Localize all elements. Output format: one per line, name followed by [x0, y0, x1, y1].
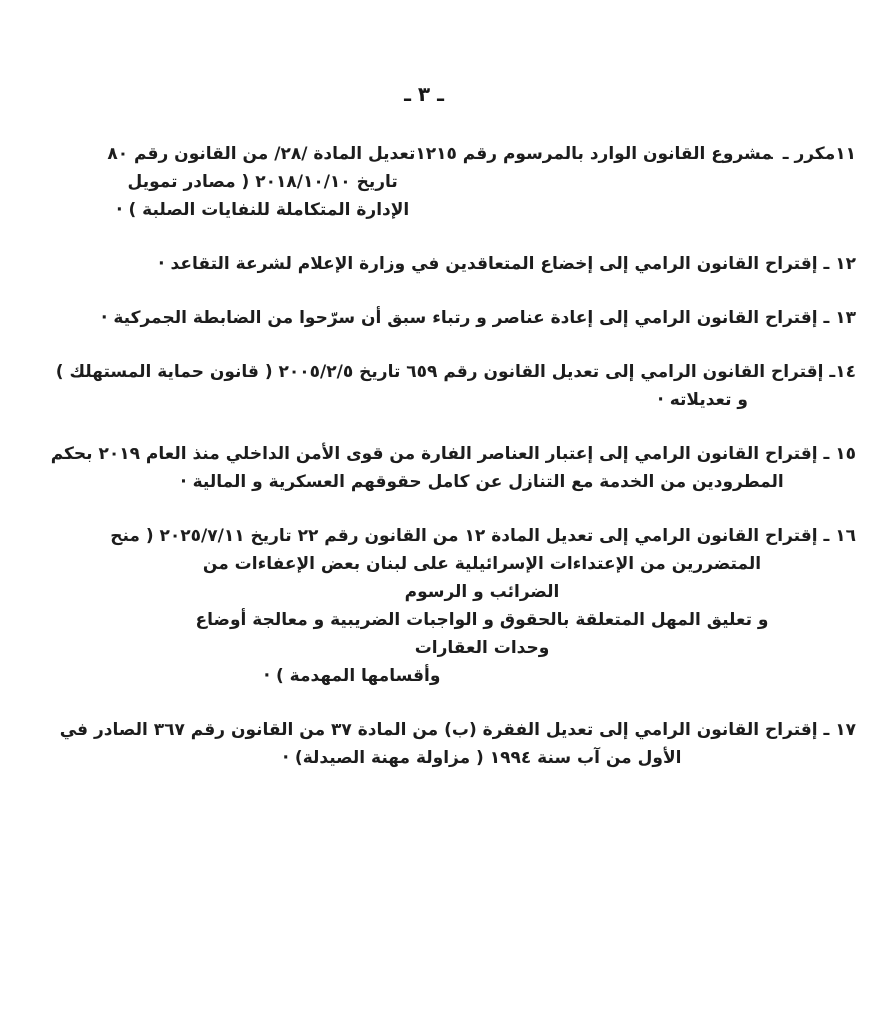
item-line: ١٦ ـ إقتراح القانون الرامي إلى تعديل المادة ١٢ من القانون رقم ٢٢ تاريخ ٢٠٢٥/٧/١١ ( منح — [110, 526, 856, 546]
agenda-item-11bis — [108, 140, 856, 224]
item-line: وأقسامها المهدمة ) · — [263, 666, 441, 686]
item-line: ١٤ـ إقتراح القانون الرامي إلى تعديل القانون رقم ٦٥٩ تاريخ ٢٠٠٥/٢/٥ ( قانون حماية المستهلك ) — [55, 362, 856, 382]
item-line: ١٣ ـ إقتراح القانون الرامي إلى إعادة عناصر و رتباء سبق أن سرّحوا من الضابطة الجمركية · — [100, 308, 856, 328]
agenda-item-13 — [100, 304, 856, 332]
item-detail-column — [108, 140, 415, 224]
item-line: المتضررين من الإعتداءات الإسرائيلية على لبنان بعض الإعفاءات من الضرائب و الرسوم — [202, 554, 762, 602]
item-line: الأول من آب سنة ١٩٩٤ ( مزاولة مهنة الصيدلة) · — [282, 748, 682, 768]
item-line: المطرودين من الخدمة مع التنازل عن كامل حقوقهم العسكرية و المالية · — [180, 472, 784, 492]
item-detail-line: تعديل المادة /٢٨/ من القانون رقم ٨٠ — [107, 144, 416, 164]
agenda-item-17 — [59, 716, 856, 772]
item-line: و تعديلاته · — [657, 390, 748, 410]
agenda-item-14 — [55, 358, 856, 414]
item-line: و تعليق المهل المتعلقة بالحقوق و الواجبات الضريبية و معالجة أوضاع وحدات العقارات — [195, 610, 769, 658]
page-number: ـ ٣ ـ — [404, 82, 444, 106]
item-title: مشروع القانون الوارد بالمرسوم رقم ١٢١٥ — [415, 144, 773, 164]
item-line: ١٥ ـ إقتراح القانون الرامي إلى إعتبار العناصر الفارة من قوى الأمن الداخلي منذ العام ٢٠١٩ بحكم — [50, 444, 856, 464]
item-line: ١٢ ـ إقتراح القانون الرامي إلى إخضاع المتعاقدين في وزارة الإعلام لشرعة التقاعد · — [158, 254, 856, 274]
item-number: ١١مكرر ـ — [782, 144, 856, 164]
agenda-item-12 — [108, 250, 856, 278]
agenda-item-15 — [50, 440, 856, 496]
item-line: ١٧ ـ إقتراح القانون الرامي إلى تعديل الفقرة (ب) من المادة ٣٧ من القانون رقم ٣٦٧ الصادر في — [59, 720, 856, 740]
agenda-item-16 — [108, 522, 856, 690]
item-heading — [415, 140, 856, 168]
agenda-list — [50, 140, 856, 798]
item-detail-line: الإدارة المتكاملة للنفايات الصلبة ) · — [116, 200, 410, 220]
item-detail-line: تاريخ ٢٠١٨/١٠/١٠ ( مصادر تمويل — [127, 172, 398, 192]
